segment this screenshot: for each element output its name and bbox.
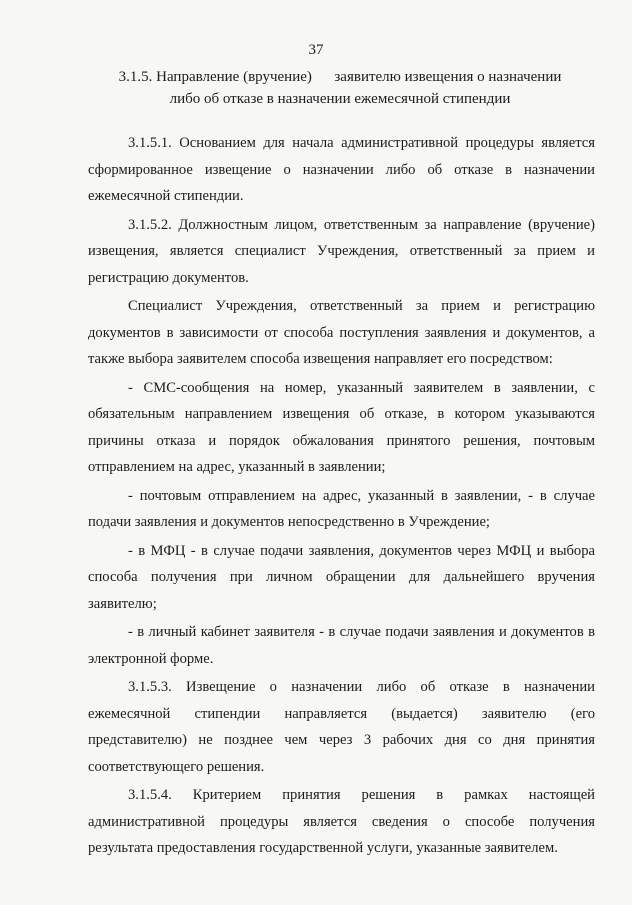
- body-text: [88, 130, 595, 864]
- paragraph-3-1-5-4: 3.1.5.4. Критерием принятия решения в рамках настоящей административной процедуры является сведения о способе получения результата предоставления государственной услуги, указанные заявителем.: [88, 787, 595, 856]
- page-number: 37: [308, 42, 324, 58]
- list-item-personal-account: - в личный кабинет заявителя - в случае подачи заявления и документов в электронной форме.: [88, 624, 595, 667]
- section-heading-line-2: либо об отказе в назначении ежемесячной стипендии: [169, 91, 511, 107]
- paragraph-3-1-5-1: 3.1.5.1. Основанием для начала административной процедуры является сформированное извещение о назначении либо об отказе в назначении ежемесячной стипендии.: [88, 135, 595, 204]
- list-item-mfc: - в МФЦ - в случае подачи заявления, документов через МФЦ и выбора способа получения при личном обращении для дальнейшего вручения заявителю;: [88, 542, 595, 612]
- list-item-sms: - СМС-сообщения на номер, указанный заявителем в заявлении, с обязательным направлением извещения об отказе, в котором указываются причины отказа и порядок обжалования принятого решения, почтовым отправлением на адрес, указанный в заявлении;: [88, 379, 595, 475]
- paragraph-specialist: Специалист Учреждения, ответственный за прием и регистрацию документов в зависимости от способа поступления заявления и документов, а также выбора заявителем способа извещения направляет его посредством:: [88, 298, 595, 367]
- paragraph-3-1-5-3: 3.1.5.3. Извещение о назначении либо об отказе в назначении ежемесячной стипендии направляется (выдается) заявителю (его представителю) не позднее чем через 3 рабочих дня со дня принятия соответствующего решения.: [88, 679, 595, 775]
- list-item-post: - почтовым отправлением на адрес, указанный в заявлении, - в случае подачи заявления и документов непосредственно в Учреждение;: [88, 487, 595, 530]
- section-heading: [100, 66, 580, 110]
- section-heading-line-1: 3.1.5. Направление (вручение) заявителю извещения о назначении: [118, 69, 562, 85]
- paragraph-3-1-5-2: 3.1.5.2. Должностным лицом, ответственным за направление (вручение) извещения, является специалист Учреждения, ответственный за прием и регистрацию документов.: [88, 216, 595, 286]
